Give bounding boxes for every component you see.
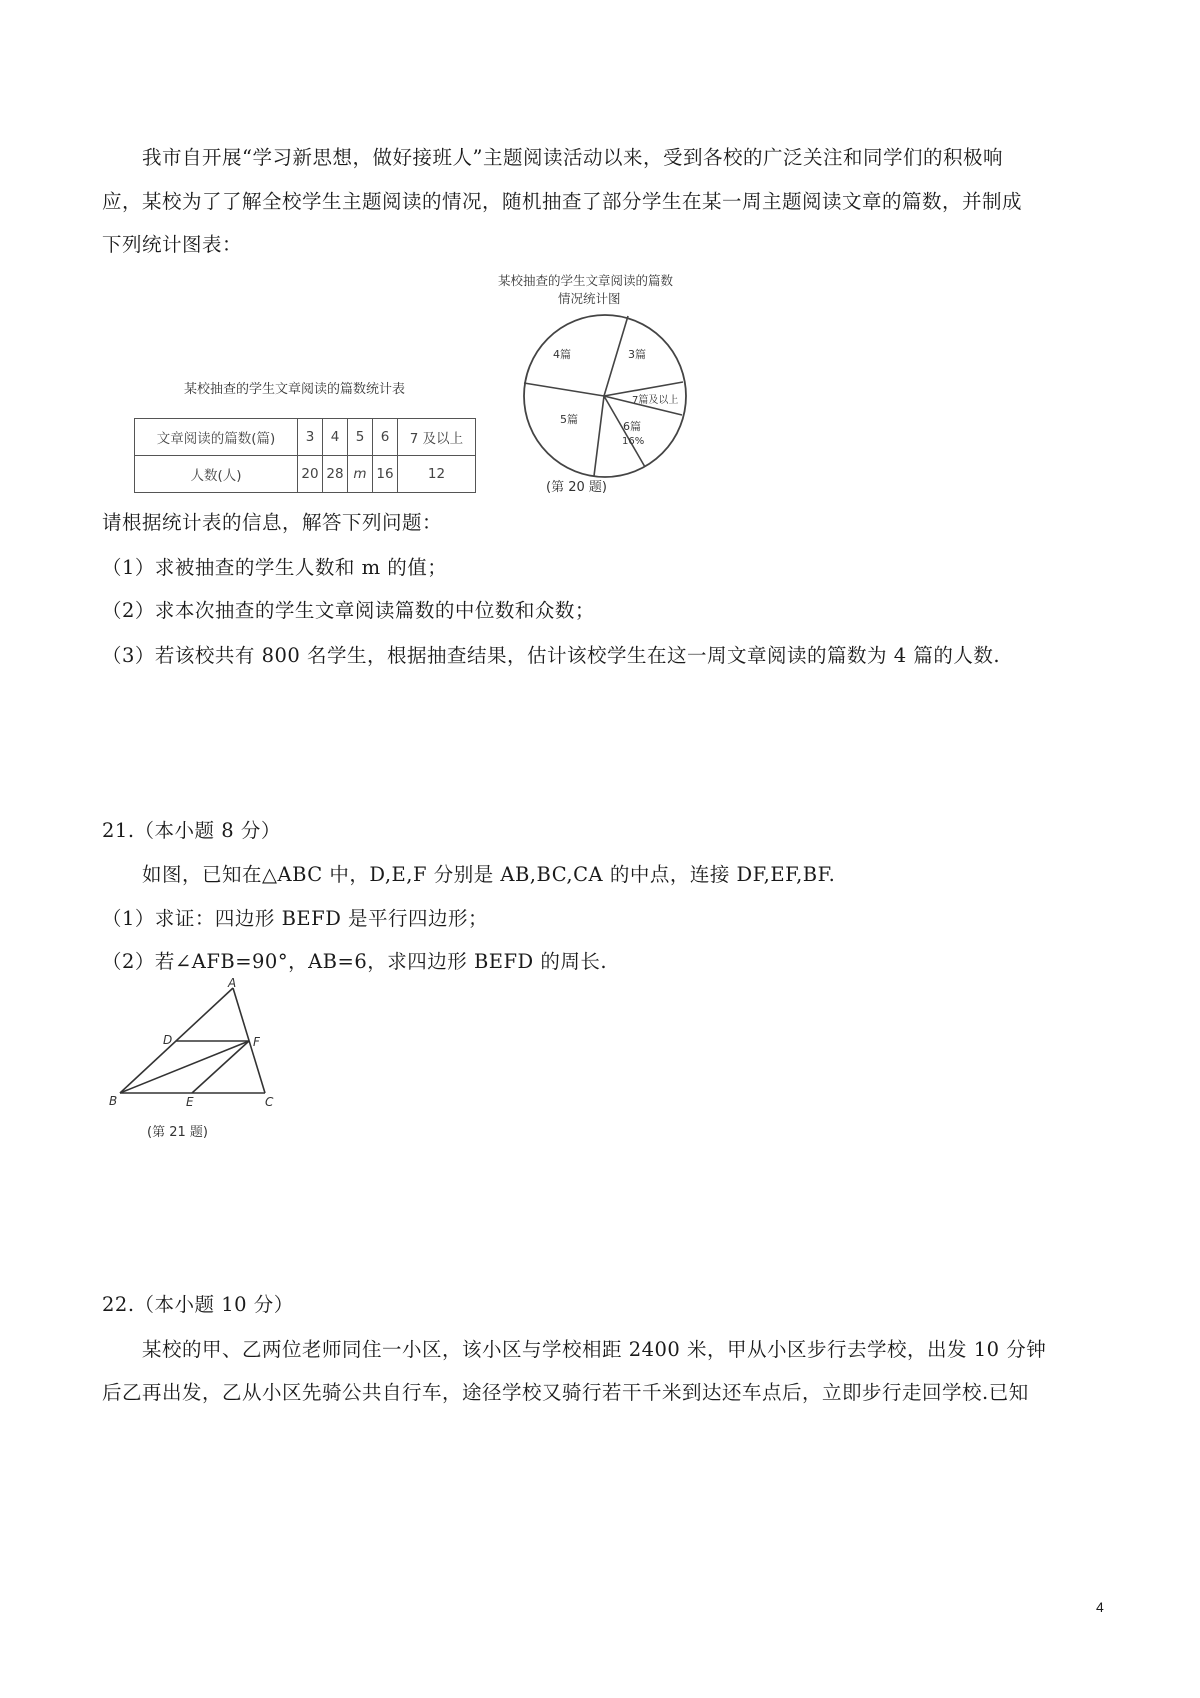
pie-title-line-2: 情况统计图: [558, 291, 621, 306]
pie-label-6: 6篇: [623, 420, 641, 433]
pie-title-line-1: 某校抽查的学生文章阅读的篇数: [498, 273, 674, 288]
stat-table-header-row: [135, 419, 476, 456]
stat-table-cell: 12: [398, 456, 476, 493]
pie-divider: [604, 382, 683, 396]
pie-label-3: 3篇: [628, 348, 646, 361]
pie-chart: [510, 305, 700, 495]
vertex-label-d: D: [163, 1033, 173, 1047]
p21-body: 如图，已知在△ABC 中，D,E,F 分别是 AB,BC,CA 的中点，连接 DF,EF,BF.: [142, 863, 836, 886]
pie-divider: [604, 316, 628, 396]
p21-question-2: （2）若∠AFB=90°，AB=6，求四边形 BEFD 的周长.: [102, 950, 608, 973]
segment-bf: [120, 1041, 249, 1093]
stat-table-cell: 28: [323, 456, 348, 493]
stat-table-cell: 20: [298, 456, 323, 493]
p20-question-1: （1）求被抽查的学生人数和 m 的值；: [102, 556, 448, 579]
p20-question-3: （3）若该校共有 800 名学生，根据抽查结果，估计该校学生在这一周文章阅读的篇数为 4 篇的人数.: [102, 644, 1001, 667]
pie-label-5: 5篇: [560, 413, 578, 426]
vertex-label-c: C: [265, 1095, 274, 1109]
stat-table-cell: m: [348, 456, 373, 493]
stat-table-cell: 5: [348, 419, 373, 456]
stat-table-cell: 3: [298, 419, 323, 456]
stat-table-cell: 4: [323, 419, 348, 456]
stat-table-cell: 16: [373, 456, 398, 493]
vertex-label-a: A: [228, 976, 237, 990]
p20-question-2: （2）求本次抽查的学生文章阅读篇数的中位数和众数；: [102, 599, 595, 622]
page-number: 4: [1096, 1599, 1104, 1615]
p22-heading: 22.（本小题 10 分）: [102, 1293, 294, 1316]
pie-caption: (第 20 题): [546, 480, 607, 495]
pie-divider: [524, 383, 604, 396]
figure-caption: (第 21 题): [147, 1125, 208, 1140]
vertex-label-f: F: [253, 1035, 260, 1049]
stat-table-row-label: 人数(人): [135, 456, 298, 493]
p20-intro-line-3: 下列统计图表：: [102, 233, 243, 256]
stat-table-cell: 7 及以上: [398, 419, 476, 456]
p21-heading: 21.（本小题 8 分）: [102, 819, 281, 842]
triangle-figure: [95, 975, 295, 1150]
stat-table: [134, 418, 476, 493]
pie-divider: [594, 396, 604, 476]
stat-table-data-row: [135, 456, 476, 493]
vertex-label-e: E: [186, 1095, 194, 1109]
pie-label-4: 4篇: [553, 348, 571, 361]
stat-table-cell: 6: [373, 419, 398, 456]
stat-table-header-label: 文章阅读的篇数(篇): [135, 419, 298, 456]
p22-body-line-1: 某校的甲、乙两位老师同住一小区，该小区与学校相距 2400 米，甲从小区步行去学校，出发 10 分钟: [142, 1338, 1047, 1361]
stat-table-title: 某校抽查的学生文章阅读的篇数统计表: [184, 382, 406, 397]
p22-body-line-2: 后乙再出发，乙从小区先骑公共自行车，途径学校又骑行若干千米到达还车点后，立即步行走回学校.已知: [102, 1381, 1029, 1404]
p20-intro-line-1: 我市自开展“学习新思想，做好接班人”主题阅读活动以来，受到各校的广泛关注和同学们的积极响: [142, 146, 1003, 169]
segment-ef: [192, 1041, 249, 1093]
vertex-label-b: B: [109, 1094, 118, 1108]
p21-question-1: （1）求证：四边形 BEFD 是平行四边形；: [102, 907, 489, 930]
p20-question-lead: 请根据统计表的信息，解答下列问题：: [102, 511, 443, 534]
pie-label-percent: 16%: [622, 436, 645, 447]
pie-label-7plus: 7篇及以上: [632, 395, 679, 406]
p20-intro-line-2: 应，某校为了了解全校学生主题阅读的情况，随机抽查了部分学生在某一周主题阅读文章的篇数，并制成: [102, 190, 1023, 213]
